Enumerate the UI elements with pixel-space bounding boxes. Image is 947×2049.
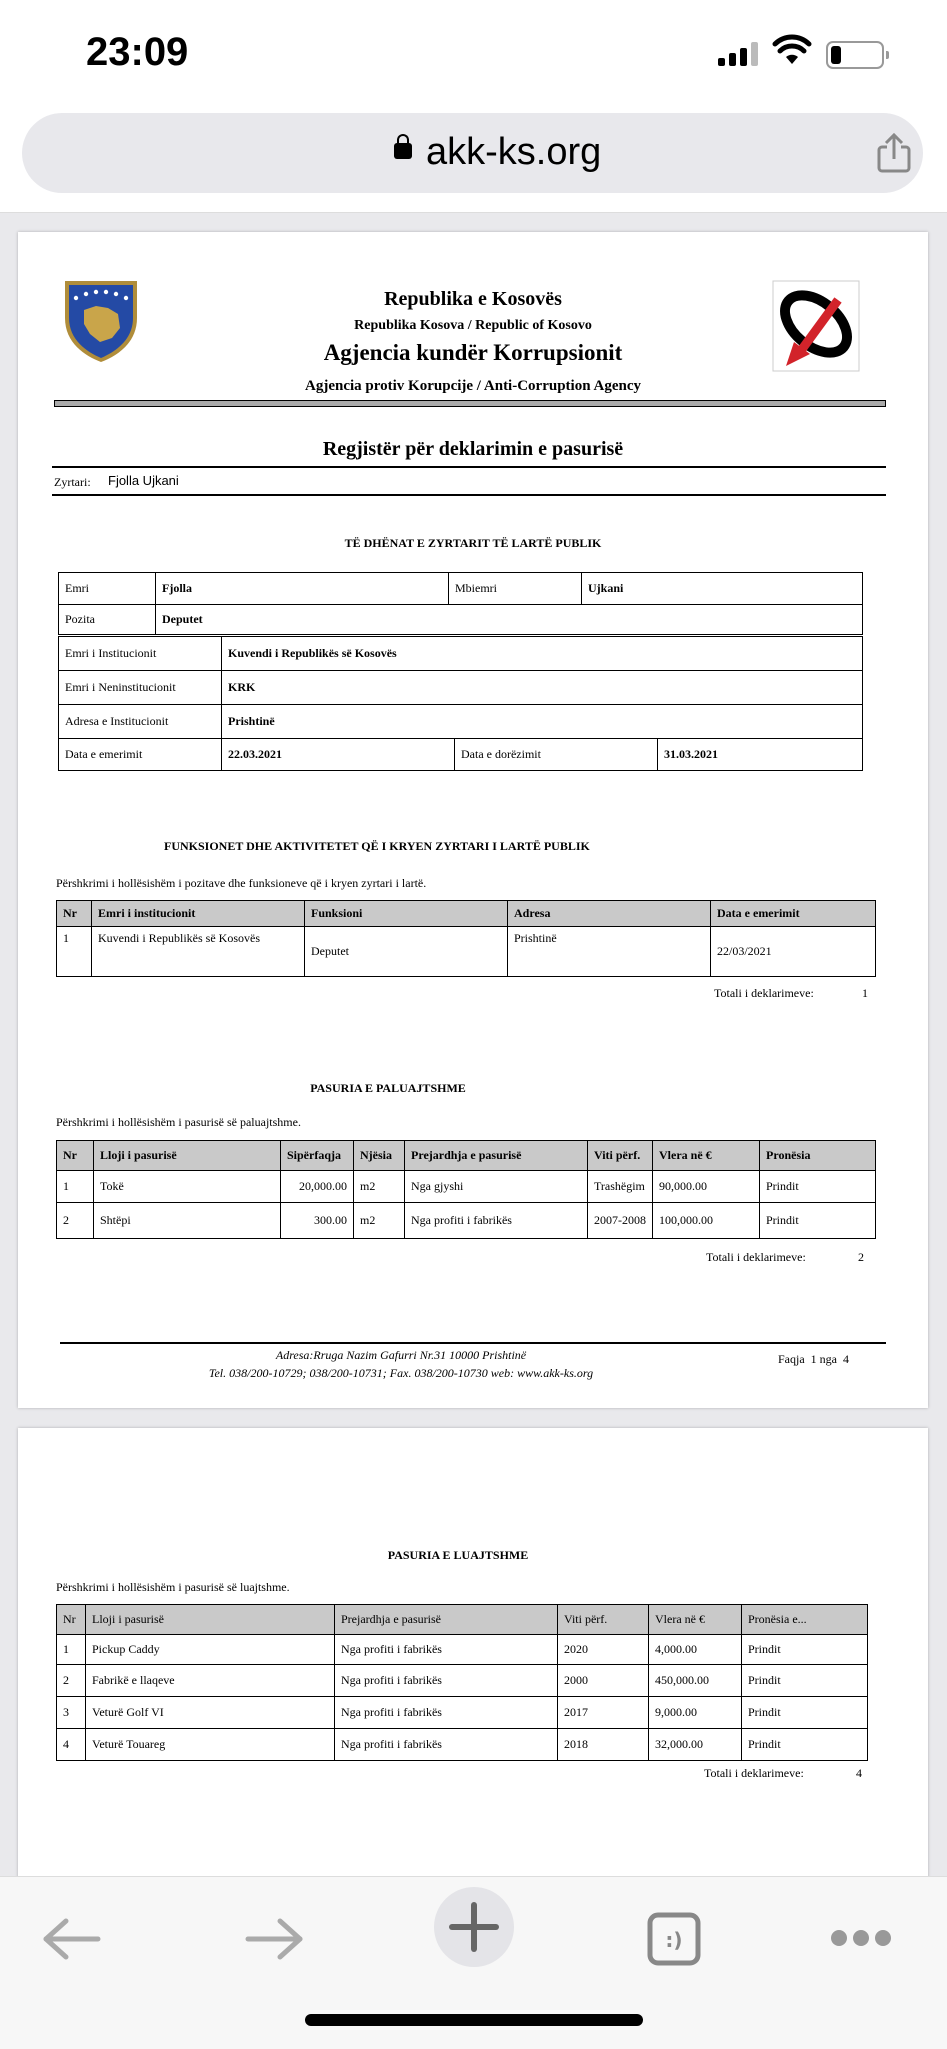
agency-subtitle: Agjencia protiv Korupcije / Anti-Corruption Agency bbox=[305, 378, 641, 394]
header-subtitle: Republika Kosova / Republic of Kosovo bbox=[354, 318, 592, 333]
cell-value: 31.03.2021 bbox=[658, 739, 863, 771]
table-cell: Prindit bbox=[760, 1203, 876, 1239]
column-header: Adresa bbox=[508, 901, 711, 927]
lock-icon bbox=[394, 143, 412, 159]
wifi-icon bbox=[772, 34, 812, 66]
agency-name: Agjencia kundër Korrupsionit bbox=[323, 340, 623, 365]
table-cell: Trashëgim bbox=[588, 1171, 653, 1203]
table-cell: Nga profiti i fabrikës bbox=[405, 1203, 588, 1239]
table-cell: Shtëpi bbox=[94, 1203, 281, 1239]
table-row bbox=[57, 1171, 876, 1203]
table-cell: Prindit bbox=[742, 1729, 868, 1761]
table-cell: Veturë Touareg bbox=[86, 1729, 335, 1761]
column-header: Vlera në € bbox=[653, 1141, 760, 1171]
functions-total: 1 bbox=[862, 986, 868, 1000]
divider bbox=[52, 466, 886, 468]
immovable-total-label: Totali i deklarimeve: bbox=[706, 1250, 806, 1264]
table-cell: Fabrikë e llaqeve bbox=[86, 1665, 335, 1697]
table-row bbox=[57, 1635, 868, 1665]
data-section-title: TË DHËNAT E ZYRTARIT TË LARTË PUBLIK bbox=[344, 536, 602, 550]
divider bbox=[52, 494, 886, 496]
address-bar[interactable] bbox=[22, 113, 923, 193]
table-cell: Nga profiti i fabrikës bbox=[335, 1635, 558, 1665]
cell-value: Ujkani bbox=[582, 573, 863, 605]
table-cell: 1 bbox=[57, 1171, 94, 1203]
footer-contacts: Tel. 038/200-10729; 038/200-10731; Fax. 038/200-10730 web: www.akk-ks.org bbox=[208, 1366, 594, 1380]
cell-label: Mbiemri bbox=[449, 573, 582, 605]
functions-description: Përshkrimi i hollësishëm i pozitave dhe funksioneve që i kryen zyrtari i lartë. bbox=[56, 876, 427, 890]
table-cell: Prishtinë bbox=[508, 927, 711, 977]
table-cell: Nga profiti i fabrikës bbox=[335, 1665, 558, 1697]
forward-arrow-icon[interactable] bbox=[244, 1917, 304, 1961]
column-header: Viti përf. bbox=[588, 1141, 653, 1171]
column-header: Pronësia e... bbox=[742, 1605, 868, 1635]
column-header: Pronësia bbox=[760, 1141, 876, 1171]
table-row bbox=[57, 1729, 868, 1761]
column-header: Njësia bbox=[354, 1141, 405, 1171]
header-title: Republika e Kosovës bbox=[384, 288, 562, 310]
url-domain: akk-ks.org bbox=[426, 131, 602, 173]
table-cell: 2 bbox=[57, 1203, 94, 1239]
immovable-title: PASURIA E PALUAJTSHME bbox=[310, 1081, 466, 1095]
table-cell: 300.00 bbox=[281, 1203, 354, 1239]
table-row bbox=[57, 1697, 868, 1729]
column-header: Prejardhja e pasurisë bbox=[335, 1605, 558, 1635]
column-header: Vlera në € bbox=[649, 1605, 742, 1635]
more-options-icon[interactable] bbox=[830, 1927, 892, 1949]
table-cell: 90,000.00 bbox=[653, 1171, 760, 1203]
status-bar bbox=[0, 0, 947, 108]
cell-value: Fjolla bbox=[156, 573, 449, 605]
document-page-1 bbox=[18, 232, 928, 1408]
cell-label: Data e emerimit bbox=[59, 739, 222, 771]
table-cell: 2020 bbox=[558, 1635, 649, 1665]
movable-total-label: Totali i deklarimeve: bbox=[704, 1766, 804, 1780]
table-cell: Veturë Golf VI bbox=[86, 1697, 335, 1729]
table-cell: 2007-2008 bbox=[588, 1203, 653, 1239]
table-cell: 2000 bbox=[558, 1665, 649, 1697]
clock: 23:09 bbox=[86, 30, 189, 74]
table-cell: Nga profiti i fabrikës bbox=[335, 1697, 558, 1729]
table-cell: Prindit bbox=[742, 1665, 868, 1697]
header-divider bbox=[54, 400, 886, 407]
table-cell: 20,000.00 bbox=[281, 1171, 354, 1203]
movable-description: Përshkrimi i hollësishëm i pasurisë së luajtshme. bbox=[56, 1580, 290, 1594]
cell-value: 22.03.2021 bbox=[222, 739, 455, 771]
table-cell: Deputet bbox=[305, 927, 508, 977]
table-cell: 4,000.00 bbox=[649, 1635, 742, 1665]
column-header: Prejardhja e pasurisë bbox=[405, 1141, 588, 1171]
back-arrow-icon[interactable] bbox=[42, 1917, 102, 1961]
column-header: Emri i institucionit bbox=[92, 901, 305, 927]
cell-label: Pozita bbox=[59, 605, 156, 635]
table-cell: 2 bbox=[57, 1665, 86, 1697]
total-pages: 4 bbox=[843, 1352, 849, 1366]
cell-value: KRK bbox=[222, 671, 863, 705]
table-cell: 32,000.00 bbox=[649, 1729, 742, 1761]
table-cell: Pickup Caddy bbox=[86, 1635, 335, 1665]
table-cell: Kuvendi i Republikës së Kosovës bbox=[92, 927, 305, 977]
column-header: Sipërfaqja bbox=[281, 1141, 354, 1171]
functions-total-label: Totali i deklarimeve: bbox=[714, 986, 814, 1000]
table-cell: Nga gjyshi bbox=[405, 1171, 588, 1203]
column-header: Lloji i pasurisë bbox=[94, 1141, 281, 1171]
new-tab-button[interactable] bbox=[434, 1887, 514, 1967]
immovable-total: 2 bbox=[858, 1250, 864, 1264]
cell-label: Data e dorëzimit bbox=[455, 739, 658, 771]
cell-label: Emri i Institucionit bbox=[59, 637, 222, 671]
cell-label: Emri i Neninstitucionit bbox=[59, 671, 222, 705]
table-row bbox=[57, 1665, 868, 1697]
official-info-table bbox=[58, 572, 863, 635]
table-row bbox=[57, 927, 876, 977]
current-page: 1 bbox=[810, 1352, 817, 1366]
home-indicator[interactable] bbox=[305, 2014, 643, 2026]
table-cell: 2018 bbox=[558, 1729, 649, 1761]
share-icon[interactable] bbox=[872, 131, 916, 175]
table-cell: 450,000.00 bbox=[649, 1665, 742, 1697]
column-header: Viti përf. bbox=[558, 1605, 649, 1635]
column-header: Data e emerimit bbox=[711, 901, 876, 927]
table-cell: 9,000.00 bbox=[649, 1697, 742, 1729]
tabs-icon[interactable] bbox=[646, 1911, 702, 1967]
table-cell: 100,000.00 bbox=[653, 1203, 760, 1239]
functions-table bbox=[56, 900, 876, 977]
table-cell: 22/03/2021 bbox=[711, 927, 876, 977]
browser-toolbar bbox=[0, 108, 947, 213]
table-cell: Prindit bbox=[742, 1697, 868, 1729]
table-cell: Prindit bbox=[742, 1635, 868, 1665]
table-cell: m2 bbox=[354, 1203, 405, 1239]
table-cell: 1 bbox=[57, 1635, 86, 1665]
immovable-table bbox=[56, 1140, 876, 1239]
page-number bbox=[778, 1352, 849, 1367]
official-name: Fjolla Ujkani bbox=[108, 473, 179, 488]
column-header: Funksioni bbox=[305, 901, 508, 927]
functions-title: FUNKSIONET DHE AKTIVITETET QË I KRYEN ZYRTARI I LARTË PUBLIK bbox=[164, 839, 590, 853]
table-row bbox=[57, 1203, 876, 1239]
table-cell: 4 bbox=[57, 1729, 86, 1761]
svg-text::): :) bbox=[665, 1928, 683, 1952]
page-of: nga bbox=[819, 1352, 837, 1366]
table-cell: 3 bbox=[57, 1697, 86, 1729]
dates-table bbox=[58, 738, 863, 771]
official-label: Zyrtari: bbox=[54, 475, 91, 489]
cell-value: Deputet bbox=[156, 605, 863, 635]
table-cell: 1 bbox=[57, 927, 92, 977]
cellular-signal-icon bbox=[718, 42, 762, 66]
column-header: Lloji i pasurisë bbox=[86, 1605, 335, 1635]
cell-value: Kuvendi i Republikës së Kosovës bbox=[222, 637, 863, 671]
footer-divider bbox=[60, 1342, 886, 1344]
page-label: Faqja bbox=[778, 1352, 805, 1366]
cell-value: Prishtinë bbox=[222, 705, 863, 739]
cell-label: Emri bbox=[59, 573, 156, 605]
battery-icon bbox=[826, 41, 884, 69]
footer-address: Adresa:Rruga Nazim Gafurri Nr.31 10000 Prishtinë bbox=[275, 1348, 527, 1362]
cell-label: Adresa e Institucionit bbox=[59, 705, 222, 739]
movable-table bbox=[56, 1604, 868, 1761]
movable-title: PASURIA E LUAJTSHME bbox=[387, 1548, 529, 1562]
plus-icon bbox=[448, 1901, 500, 1953]
movable-total: 4 bbox=[856, 1766, 862, 1780]
column-header: Nr bbox=[57, 1605, 86, 1635]
table-cell: Tokë bbox=[94, 1171, 281, 1203]
column-header: Nr bbox=[57, 1141, 94, 1171]
column-header: Nr bbox=[57, 901, 92, 927]
table-cell: 2017 bbox=[558, 1697, 649, 1729]
table-cell: Nga profiti i fabrikës bbox=[335, 1729, 558, 1761]
table-cell: m2 bbox=[354, 1171, 405, 1203]
table-cell: Prindit bbox=[760, 1171, 876, 1203]
institution-table bbox=[58, 636, 863, 739]
register-title: Regjistër për deklarimin e pasurisë bbox=[322, 438, 624, 460]
immovable-description: Përshkrimi i hollësishëm i pasurisë së paluajtshme. bbox=[56, 1115, 301, 1129]
